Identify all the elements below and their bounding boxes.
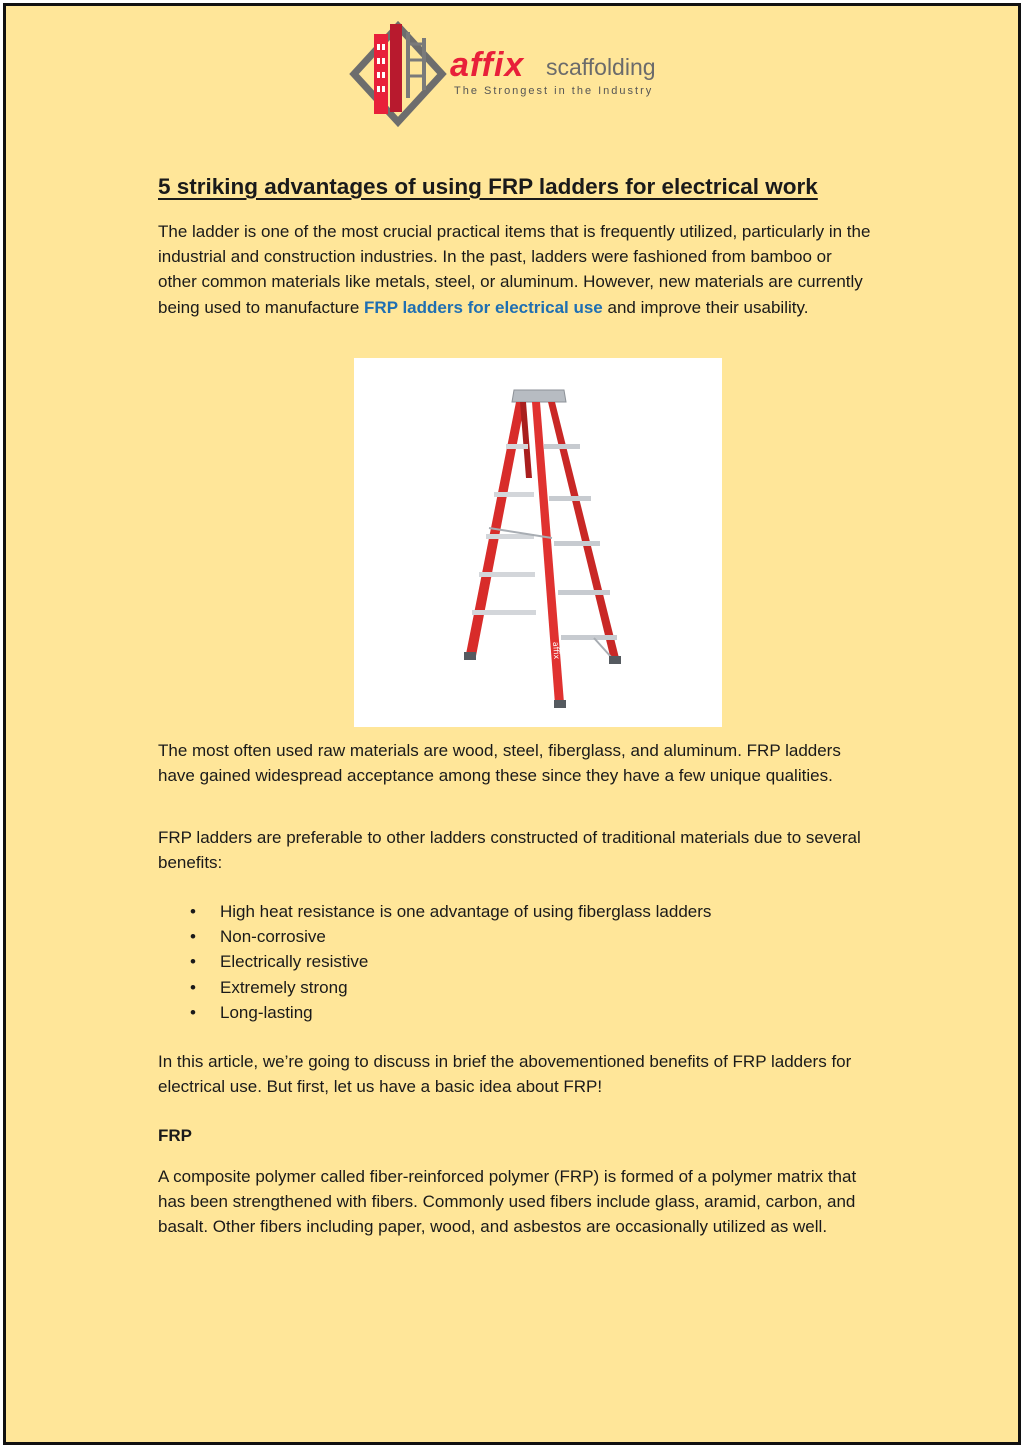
fiberglass-ladder-icon	[354, 358, 722, 727]
logo-brand-text: affix	[450, 46, 525, 84]
intro-paragraph	[158, 219, 872, 320]
benefits-list	[158, 899, 934, 1025]
article-title: 5 striking advantages of using FRP ladders for electrical work	[158, 174, 818, 199]
intro-text: The ladder is one of the most crucial practical items that is frequently utilized, particularly in the industrial and construction industries. In the past, ladders were fashioned from bamboo or other common materials like metals, steel, or aluminum. However, new materials are currently being used to manufacture	[158, 222, 871, 317]
section-heading-frp: FRP	[158, 1126, 192, 1145]
paragraph-frp-definition: A composite polymer called fiber-reinforced polymer (FRP) is formed of a polymer matrix that has been strengthened with fibers. Commonly used fibers include glass, aramid, carbon, and basalt. Other fibers including paper, wood, and asbestos are occasionally utilized as well.	[158, 1167, 857, 1237]
ladder-image	[354, 358, 722, 727]
ladder-rail-label: affix	[551, 641, 562, 660]
document-page	[3, 3, 1021, 1445]
list-item: • Non-corrosive	[220, 924, 934, 949]
list-item: • High heat resistance is one advantage of using fiberglass ladders	[220, 899, 934, 924]
intro-tail: and improve their usability.	[602, 297, 809, 317]
affix-logo	[346, 18, 676, 133]
list-item: • Long-lasting	[220, 1000, 934, 1025]
frp-ladders-link[interactable]: FRP ladders for electrical use	[364, 297, 603, 317]
logo-tagline: The Strongest in the Industry	[454, 85, 654, 97]
paragraph-article-scope: In this article, we’re going to discuss in brief the abovementioned benefits of FRP ladders for electrical use. But first, let us have a basic idea about FRP!	[158, 1052, 852, 1097]
list-item: • Electrically resistive	[220, 949, 934, 974]
logo-emblem-icon	[346, 18, 450, 128]
list-item: • Extremely strong	[220, 975, 934, 1000]
paragraph-benefits-intro: FRP ladders are preferable to other ladders constructed of traditional materials due to several benefits:	[158, 828, 861, 873]
logo-brand-suffix: scaffolding	[546, 54, 656, 80]
paragraph-materials: The most often used raw materials are wood, steel, fiberglass, and aluminum. FRP ladders have gained widespread acceptance among these since they have a few unique qualities.	[158, 741, 841, 786]
